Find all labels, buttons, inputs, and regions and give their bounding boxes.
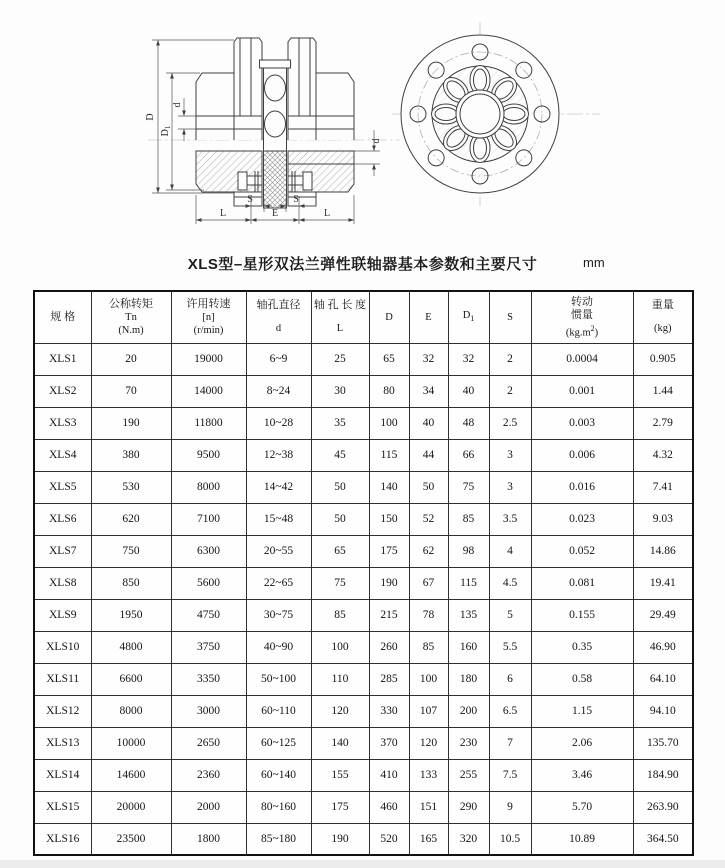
- bore-length-cell: 140: [311, 727, 369, 759]
- D1-cell: 115: [448, 567, 489, 599]
- bore-length-cell: 50: [311, 471, 369, 503]
- table-row: [34, 695, 693, 727]
- spec-cell: XLS7: [34, 535, 91, 567]
- torque-cell: 20: [91, 343, 171, 375]
- weight-cell: 0.905: [633, 343, 693, 375]
- E-cell: 120: [409, 727, 448, 759]
- S-cell: 5: [489, 599, 531, 631]
- speed-cell: 4750: [171, 599, 246, 631]
- bore-length-cell: 155: [311, 759, 369, 791]
- dim-label-d-left: d: [172, 102, 183, 108]
- D1-cell: 160: [448, 631, 489, 663]
- dim-label-S-left: S: [247, 194, 253, 205]
- header-spec: 规 格: [34, 291, 91, 343]
- D1-cell: 98: [448, 535, 489, 567]
- speed-cell: 1800: [171, 823, 246, 855]
- D-cell: 215: [369, 599, 409, 631]
- torque-cell: 850: [91, 567, 171, 599]
- spec-cell: XLS10: [34, 631, 91, 663]
- header-inertia: 转动 惯量 $(kg.m^2)$: [531, 291, 633, 343]
- S-cell: 10.5: [489, 823, 531, 855]
- E-cell: 40: [409, 407, 448, 439]
- weight-cell: 2.79: [633, 407, 693, 439]
- S-cell: 3: [489, 439, 531, 471]
- E-cell: 62: [409, 535, 448, 567]
- table-row: [34, 567, 693, 599]
- dim-label-L-left: L: [219, 208, 227, 219]
- spec-cell: XLS14: [34, 759, 91, 791]
- speed-cell: 7100: [171, 503, 246, 535]
- unit-label: mm: [583, 255, 605, 270]
- spec-cell: XLS15: [34, 791, 91, 823]
- weight-cell: 9.03: [633, 503, 693, 535]
- bore-diameter-cell: 8~24: [246, 375, 311, 407]
- D-cell: 520: [369, 823, 409, 855]
- table-row: [34, 439, 693, 471]
- weight-cell: 135.70: [633, 727, 693, 759]
- S-cell: 2.5: [489, 407, 531, 439]
- torque-cell: 20000: [91, 791, 171, 823]
- D-cell: 460: [369, 791, 409, 823]
- table-row: [34, 407, 693, 439]
- E-cell: 50: [409, 471, 448, 503]
- bore-diameter-cell: 20~55: [246, 535, 311, 567]
- table-body: [34, 343, 693, 855]
- torque-cell: 1950: [91, 599, 171, 631]
- D1-cell: 135: [448, 599, 489, 631]
- S-cell: 7: [489, 727, 531, 759]
- D1-cell: 75: [448, 471, 489, 503]
- torque-cell: 4800: [91, 631, 171, 663]
- D-cell: 115: [369, 439, 409, 471]
- speed-cell: 19000: [171, 343, 246, 375]
- inertia-cell: 0.006: [531, 439, 633, 471]
- bore-diameter-cell: 12~38: [246, 439, 311, 471]
- spec-cell: XLS12: [34, 695, 91, 727]
- header-torque: 公称转矩 Tn (N.m): [91, 291, 171, 343]
- D1-cell: 48: [448, 407, 489, 439]
- D-cell: 65: [369, 343, 409, 375]
- weight-cell: 19.41: [633, 567, 693, 599]
- bore-length-cell: 175: [311, 791, 369, 823]
- torque-cell: 190: [91, 407, 171, 439]
- inertia-cell: 10.89: [531, 823, 633, 855]
- bore-diameter-cell: 50~100: [246, 663, 311, 695]
- header-E: E: [409, 291, 448, 343]
- E-cell: 32: [409, 343, 448, 375]
- D1-cell: 40: [448, 375, 489, 407]
- spec-cell: XLS1: [34, 343, 91, 375]
- bore-diameter-cell: 14~42: [246, 471, 311, 503]
- weight-cell: 7.41: [633, 471, 693, 503]
- table-row: [34, 471, 693, 503]
- E-cell: 52: [409, 503, 448, 535]
- bore-length-cell: 35: [311, 407, 369, 439]
- table-row: [34, 375, 693, 407]
- S-cell: 4.5: [489, 567, 531, 599]
- dim-label-D: D: [145, 113, 156, 121]
- bore-diameter-cell: 6~9: [246, 343, 311, 375]
- weight-cell: 184.90: [633, 759, 693, 791]
- E-cell: 78: [409, 599, 448, 631]
- bore-length-cell: 75: [311, 567, 369, 599]
- table-row: [34, 503, 693, 535]
- front-flange-view: [392, 22, 600, 206]
- speed-cell: 8000: [171, 471, 246, 503]
- inertia-cell: 0.155: [531, 599, 633, 631]
- bore-length-cell: 65: [311, 535, 369, 567]
- spec-cell: XLS11: [34, 663, 91, 695]
- speed-cell: 11800: [171, 407, 246, 439]
- spec-cell: XLS8: [34, 567, 91, 599]
- table-row: [34, 599, 693, 631]
- S-cell: 4: [489, 535, 531, 567]
- D1-cell: 320: [448, 823, 489, 855]
- header-D1: $D_1$: [448, 291, 489, 343]
- table-row: [34, 823, 693, 855]
- E-cell: 107: [409, 695, 448, 727]
- spec-table: [33, 290, 694, 856]
- inertia-cell: 0.0004: [531, 343, 633, 375]
- bore-diameter-cell: 10~28: [246, 407, 311, 439]
- D-cell: 370: [369, 727, 409, 759]
- S-cell: 3.5: [489, 503, 531, 535]
- speed-cell: 3350: [171, 663, 246, 695]
- weight-cell: 64.10: [633, 663, 693, 695]
- E-cell: 151: [409, 791, 448, 823]
- header-D: D: [369, 291, 409, 343]
- bore-length-cell: 25: [311, 343, 369, 375]
- E-cell: 133: [409, 759, 448, 791]
- bore-diameter-cell: 30~75: [246, 599, 311, 631]
- S-cell: 3: [489, 471, 531, 503]
- S-cell: 9: [489, 791, 531, 823]
- spec-cell: XLS5: [34, 471, 91, 503]
- speed-cell: 2650: [171, 727, 246, 759]
- D-cell: 330: [369, 695, 409, 727]
- torque-cell: 10000: [91, 727, 171, 759]
- page-edge-strip: [0, 860, 725, 868]
- bore-diameter-cell: 60~140: [246, 759, 311, 791]
- bore-diameter-cell: 22~65: [246, 567, 311, 599]
- spec-cell: XLS13: [34, 727, 91, 759]
- inertia-cell: 0.003: [531, 407, 633, 439]
- header-weight: 重量 (kg): [633, 291, 693, 343]
- bore-length-cell: 120: [311, 695, 369, 727]
- bore-length-cell: 50: [311, 503, 369, 535]
- table-row: [34, 343, 693, 375]
- torque-cell: 620: [91, 503, 171, 535]
- dim-label-S-right: S: [293, 194, 299, 205]
- bore-diameter-cell: 60~125: [246, 727, 311, 759]
- weight-cell: 14.86: [633, 535, 693, 567]
- D1-cell: 255: [448, 759, 489, 791]
- speed-cell: 6300: [171, 535, 246, 567]
- table-row: [34, 535, 693, 567]
- E-cell: 100: [409, 663, 448, 695]
- weight-cell: 263.90: [633, 791, 693, 823]
- table-row: [34, 631, 693, 663]
- D-cell: 190: [369, 567, 409, 599]
- weight-cell: 4.32: [633, 439, 693, 471]
- D1-cell: 200: [448, 695, 489, 727]
- title-row: [33, 250, 692, 280]
- table-row: [34, 791, 693, 823]
- side-section-view: [148, 38, 400, 208]
- bore-diameter-cell: 60~110: [246, 695, 311, 727]
- D1-cell: 32: [448, 343, 489, 375]
- S-cell: 2: [489, 343, 531, 375]
- bore-diameter-cell: 80~160: [246, 791, 311, 823]
- dim-label-D1: $D_1$: [160, 125, 172, 137]
- D-cell: 410: [369, 759, 409, 791]
- torque-cell: 70: [91, 375, 171, 407]
- torque-cell: 23500: [91, 823, 171, 855]
- D1-cell: 180: [448, 663, 489, 695]
- dim-label-L-right: L: [323, 208, 331, 219]
- D-cell: 260: [369, 631, 409, 663]
- E-cell: 165: [409, 823, 448, 855]
- D-cell: 285: [369, 663, 409, 695]
- weight-cell: 1.44: [633, 375, 693, 407]
- torque-cell: 6600: [91, 663, 171, 695]
- speed-cell: 5600: [171, 567, 246, 599]
- inertia-cell: 0.001: [531, 375, 633, 407]
- inertia-cell: 2.06: [531, 727, 633, 759]
- header-speed: 许用转速 [n] (r/min): [171, 291, 246, 343]
- speed-cell: 2360: [171, 759, 246, 791]
- dim-label-d-right: d: [371, 138, 382, 144]
- page-title: XLS型–星形双法兰弹性联轴器基本参数和主要尺寸: [187, 256, 538, 273]
- spec-cell: XLS3: [34, 407, 91, 439]
- weight-cell: 46.90: [633, 631, 693, 663]
- inertia-cell: 5.70: [531, 791, 633, 823]
- S-cell: 6: [489, 663, 531, 695]
- D-cell: 175: [369, 535, 409, 567]
- spec-cell: XLS16: [34, 823, 91, 855]
- torque-cell: 14600: [91, 759, 171, 791]
- bore-length-cell: 100: [311, 631, 369, 663]
- D-cell: 100: [369, 407, 409, 439]
- bore-diameter-cell: 40~90: [246, 631, 311, 663]
- header-S: S: [489, 291, 531, 343]
- bore-length-cell: 190: [311, 823, 369, 855]
- spec-cell: XLS9: [34, 599, 91, 631]
- bore-length-cell: 45: [311, 439, 369, 471]
- torque-cell: 380: [91, 439, 171, 471]
- bore-length-cell: 110: [311, 663, 369, 695]
- E-cell: 67: [409, 567, 448, 599]
- bore-length-cell: 85: [311, 599, 369, 631]
- inertia-cell: 0.052: [531, 535, 633, 567]
- torque-cell: 750: [91, 535, 171, 567]
- E-cell: 85: [409, 631, 448, 663]
- header-bore-diameter: 轴孔直径 d: [246, 291, 311, 343]
- D-cell: 140: [369, 471, 409, 503]
- weight-cell: 94.10: [633, 695, 693, 727]
- inertia-cell: 1.15: [531, 695, 633, 727]
- coupling-technical-drawing: [0, 0, 725, 250]
- table-row: [34, 727, 693, 759]
- inertia-cell: 3.46: [531, 759, 633, 791]
- speed-cell: 2000: [171, 791, 246, 823]
- header-bore-length: 轴 孔 长 度 L: [311, 291, 369, 343]
- bore-diameter-cell: 85~180: [246, 823, 311, 855]
- E-cell: 34: [409, 375, 448, 407]
- torque-cell: 8000: [91, 695, 171, 727]
- bore-length-cell: 30: [311, 375, 369, 407]
- S-cell: 6.5: [489, 695, 531, 727]
- E-cell: 44: [409, 439, 448, 471]
- inertia-cell: 0.016: [531, 471, 633, 503]
- weight-cell: 364.50: [633, 823, 693, 855]
- D-cell: 150: [369, 503, 409, 535]
- spec-cell: XLS2: [34, 375, 91, 407]
- speed-cell: 3750: [171, 631, 246, 663]
- spec-cell: XLS6: [34, 503, 91, 535]
- D1-cell: 290: [448, 791, 489, 823]
- S-cell: 2: [489, 375, 531, 407]
- D-cell: 80: [369, 375, 409, 407]
- speed-cell: 3000: [171, 695, 246, 727]
- D1-cell: 230: [448, 727, 489, 759]
- S-cell: 7.5: [489, 759, 531, 791]
- inertia-cell: 0.023: [531, 503, 633, 535]
- spec-cell: XLS4: [34, 439, 91, 471]
- speed-cell: 9500: [171, 439, 246, 471]
- table-row: [34, 759, 693, 791]
- D1-cell: 66: [448, 439, 489, 471]
- weight-cell: 29.49: [633, 599, 693, 631]
- torque-cell: 530: [91, 471, 171, 503]
- D1-cell: 85: [448, 503, 489, 535]
- inertia-cell: 0.35: [531, 631, 633, 663]
- bore-diameter-cell: 15~48: [246, 503, 311, 535]
- table-header: [34, 291, 693, 343]
- S-cell: 5.5: [489, 631, 531, 663]
- dim-label-E: E: [271, 208, 279, 219]
- speed-cell: 14000: [171, 375, 246, 407]
- inertia-cell: 0.58: [531, 663, 633, 695]
- inertia-cell: 0.081: [531, 567, 633, 599]
- table-row: [34, 663, 693, 695]
